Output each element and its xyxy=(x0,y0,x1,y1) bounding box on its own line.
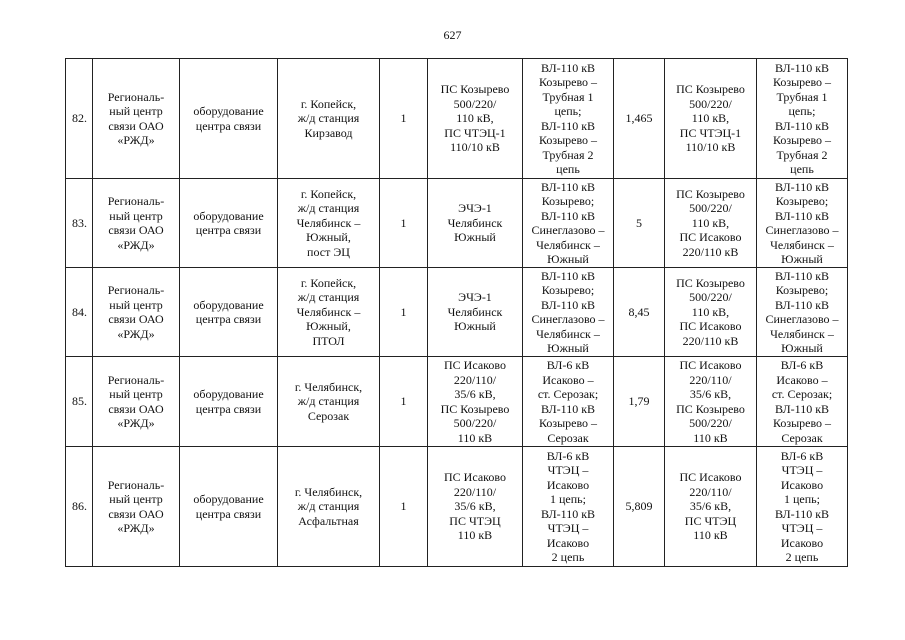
row-number: 86. xyxy=(66,447,93,567)
line-alt-cell: ВЛ-110 кВ Козырево; ВЛ-110 кВ Синеглазово – Челябинск – Южный xyxy=(757,179,848,268)
table-row xyxy=(66,179,848,268)
table-row xyxy=(66,447,848,567)
source-cell: ЭЧЭ-1 Челябинск Южный xyxy=(428,179,523,268)
line-alt-cell: ВЛ-6 кВ ЧТЭЦ – Исаково 1 цепь; ВЛ-110 кВ ЧТЭЦ – Исаково 2 цепь xyxy=(757,447,848,567)
source-cell: ЭЧЭ-1 Челябинск Южный xyxy=(428,268,523,357)
location-cell: г. Копейск, ж/д станция Челябинск – Южный, пост ЭЦ xyxy=(278,179,380,268)
line-cell: ВЛ-110 кВ Козырево – Трубная 1 цепь; ВЛ-110 кВ Козырево – Трубная 2 цепь xyxy=(523,59,614,179)
line-cell: ВЛ-6 кВ Исаково – ст. Серозак; ВЛ-110 кВ Козырево – Серозак xyxy=(523,357,614,447)
equipment-cell: оборудование центра связи xyxy=(180,447,278,567)
count-cell: 1 xyxy=(380,59,428,179)
location-cell: г. Челябинск, ж/д станция Асфальтная xyxy=(278,447,380,567)
row-number: 85. xyxy=(66,357,93,447)
length-cell: 5 xyxy=(614,179,665,268)
owner-cell: Региональ- ный центр связи ОАО «РЖД» xyxy=(93,268,180,357)
source-alt-cell: ПС Исаково 220/110/ 35/6 кВ, ПС Козырево 500/220/ 110 кВ xyxy=(665,357,757,447)
equipment-cell: оборудование центра связи xyxy=(180,268,278,357)
table-row xyxy=(66,357,848,447)
equipment-cell: оборудование центра связи xyxy=(180,179,278,268)
owner-cell: Региональ- ный центр связи ОАО «РЖД» xyxy=(93,59,180,179)
line-cell: ВЛ-6 кВ ЧТЭЦ – Исаково 1 цепь; ВЛ-110 кВ ЧТЭЦ – Исаково 2 цепь xyxy=(523,447,614,567)
count-cell: 1 xyxy=(380,268,428,357)
length-cell: 1,79 xyxy=(614,357,665,447)
line-alt-cell: ВЛ-110 кВ Козырево; ВЛ-110 кВ Синеглазово – Челябинск – Южный xyxy=(757,268,848,357)
length-cell: 8,45 xyxy=(614,268,665,357)
location-cell: г. Копейск, ж/д станция Челябинск – Южный, ПТОЛ xyxy=(278,268,380,357)
row-number: 82. xyxy=(66,59,93,179)
count-cell: 1 xyxy=(380,447,428,567)
table-row xyxy=(66,268,848,357)
row-number: 83. xyxy=(66,179,93,268)
line-alt-cell: ВЛ-110 кВ Козырево – Трубная 1 цепь; ВЛ-110 кВ Козырево – Трубная 2 цепь xyxy=(757,59,848,179)
page-number: 627 xyxy=(443,28,462,42)
count-cell: 1 xyxy=(380,179,428,268)
count-cell: 1 xyxy=(380,357,428,447)
length-cell: 1,465 xyxy=(614,59,665,179)
equipment-cell: оборудование центра связи xyxy=(180,59,278,179)
source-alt-cell: ПС Козырево 500/220/ 110 кВ, ПС Исаково 220/110 кВ xyxy=(665,268,757,357)
source-cell: ПС Исаково 220/110/ 35/6 кВ, ПС Козырево 500/220/ 110 кВ xyxy=(428,357,523,447)
owner-cell: Региональ- ный центр связи ОАО «РЖД» xyxy=(93,447,180,567)
table-row xyxy=(66,59,848,179)
line-cell: ВЛ-110 кВ Козырево; ВЛ-110 кВ Синеглазово – Челябинск – Южный xyxy=(523,268,614,357)
source-alt-cell: ПС Козырево 500/220/ 110 кВ, ПС Исаково 220/110 кВ xyxy=(665,179,757,268)
location-cell: г. Челябинск, ж/д станция Серозак xyxy=(278,357,380,447)
owner-cell: Региональ- ный центр связи ОАО «РЖД» xyxy=(93,179,180,268)
owner-cell: Региональ- ный центр связи ОАО «РЖД» xyxy=(93,357,180,447)
location-cell: г. Копейск, ж/д станция Кирзавод xyxy=(278,59,380,179)
length-cell: 5,809 xyxy=(614,447,665,567)
line-cell: ВЛ-110 кВ Козырево; ВЛ-110 кВ Синеглазово – Челябинск – Южный xyxy=(523,179,614,268)
equipment-cell: оборудование центра связи xyxy=(180,357,278,447)
line-alt-cell: ВЛ-6 кВ Исаково – ст. Серозак; ВЛ-110 кВ Козырево – Серозак xyxy=(757,357,848,447)
source-cell: ПС Исаково 220/110/ 35/6 кВ, ПС ЧТЭЦ 110 кВ xyxy=(428,447,523,567)
row-number: 84. xyxy=(66,268,93,357)
source-cell: ПС Козырево 500/220/ 110 кВ, ПС ЧТЭЦ-1 110/10 кВ xyxy=(428,59,523,179)
source-alt-cell: ПС Исаково 220/110/ 35/6 кВ, ПС ЧТЭЦ 110 кВ xyxy=(665,447,757,567)
facilities-table xyxy=(65,58,848,567)
source-alt-cell: ПС Козырево 500/220/ 110 кВ, ПС ЧТЭЦ-1 110/10 кВ xyxy=(665,59,757,179)
